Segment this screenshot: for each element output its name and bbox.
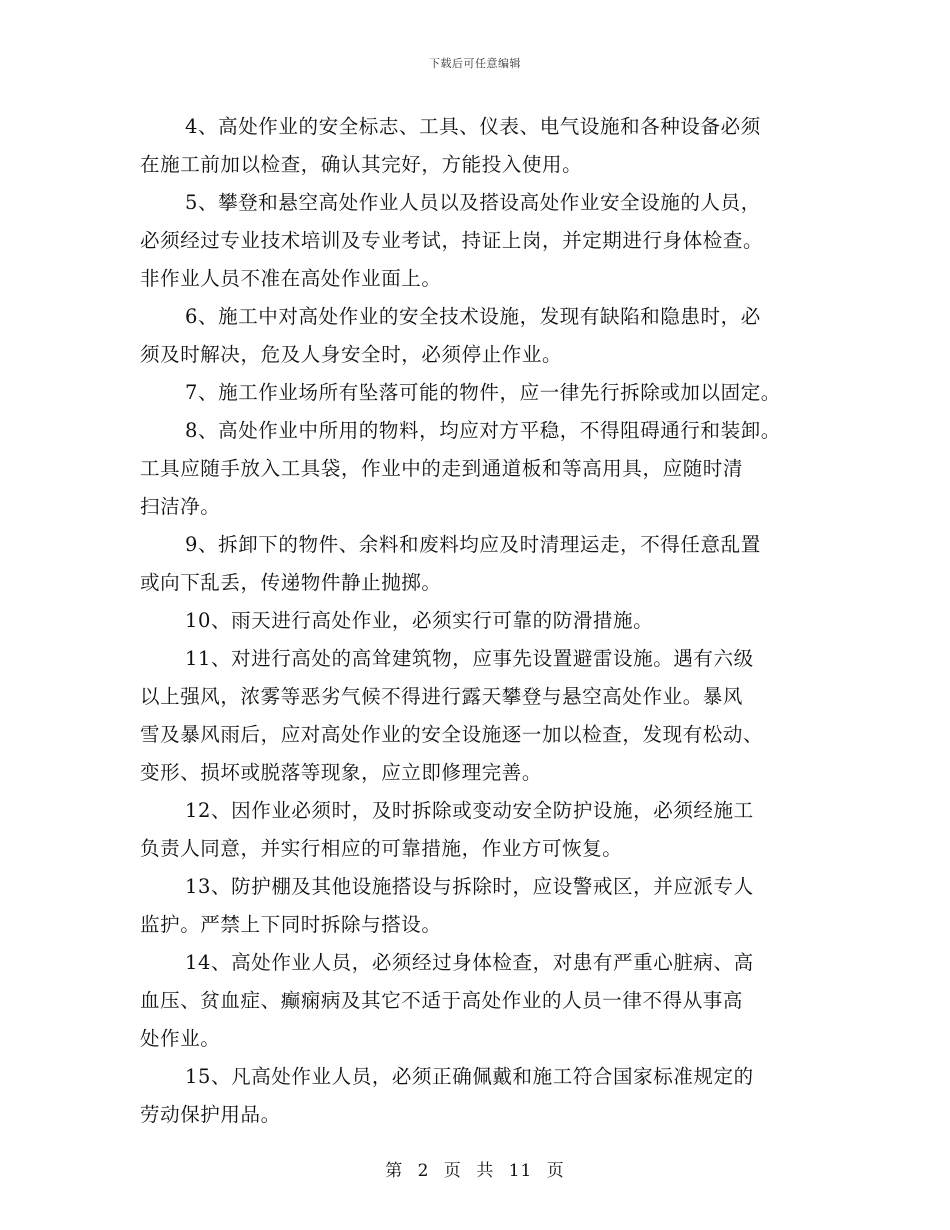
paragraph-line: 7、施工作业场所有坠落可能的物件，应一律先行拆除或加以固定。 — [185, 381, 781, 404]
paragraph-line: 13、防护棚及其他设施搭设与拆除时，应设警戒区，并应派专人 — [185, 875, 754, 898]
paragraph-line: 在施工前加以检查，确认其完好，方能投入使用。 — [140, 153, 583, 176]
paragraph-line: 变形、损坏或脱落等现象，应立即修理完善。 — [140, 761, 543, 784]
paragraph-line: 须及时解决，危及人身安全时，必须停止作业。 — [140, 343, 563, 366]
paragraph — [140, 374, 830, 412]
paragraph-line: 负责人同意，并实行相应的可靠措施，作业方可恢复。 — [140, 837, 623, 860]
paragraph-line: 9、拆卸下的物件、余料和废料均应及时清理运走，不得任意乱置 — [185, 533, 761, 556]
paragraph-line: 5、攀登和悬空高处作业人员以及搭设高处作业安全设施的人员， — [185, 191, 761, 214]
paragraph — [140, 526, 830, 602]
paragraph — [140, 184, 830, 298]
paragraph — [140, 602, 830, 640]
paragraph — [140, 108, 830, 184]
paragraph — [140, 868, 830, 944]
paragraph-line: 10、雨天进行高处作业，必须实行可靠的防滑措施。 — [185, 609, 654, 632]
paragraph-line: 以上强风，浓雾等恶劣气候不得进行露天攀登与悬空高处作业。暴风 — [140, 685, 744, 708]
paragraph-line: 处作业。 — [140, 1027, 221, 1050]
paragraph-line: 6、施工中对高处作业的安全技术设施，发现有缺陷和隐患时，必 — [185, 305, 761, 328]
paragraph-line: 必须经过专业技术培训及专业考试，持证上岗，并定期进行身体检查。 — [140, 229, 764, 252]
paragraph-line: 11、对进行高处的高耸建筑物，应事先设置避雷设施。遇有六级 — [185, 647, 754, 670]
paragraph-line: 14、高处作业人员，必须经过身体检查，对患有严重心脏病、高 — [185, 951, 754, 974]
total-label: 共 — [476, 1161, 495, 1181]
page-word: 页 — [443, 1161, 462, 1181]
paragraph-line: 8、高处作业中所用的物料，均应对方平稳，不得阻碍通行和装卸。 — [185, 419, 781, 442]
paragraph-line: 非作业人员不准在高处作业面上。 — [140, 267, 442, 290]
paragraph-line: 4、高处作业的安全标志、工具、仪表、电气设施和各种设备必须 — [185, 115, 761, 138]
paragraph — [140, 944, 830, 1058]
paragraph — [140, 298, 830, 374]
document-body — [140, 108, 830, 1134]
paragraph-line: 15、凡高处作业人员，必须正确佩戴和施工符合国家标准规定的 — [185, 1065, 754, 1088]
paragraph — [140, 640, 830, 792]
paragraph-line: 监护。严禁上下同时拆除与搭设。 — [140, 913, 442, 936]
current-page-number: 2 — [417, 1161, 430, 1181]
paragraph — [140, 1058, 830, 1134]
page-header: 下载后可任意编辑 — [429, 57, 521, 70]
paragraph-line: 扫洁净。 — [140, 495, 221, 518]
page-label: 第 — [385, 1161, 404, 1181]
paragraph-line: 雪及暴风雨后，应对高处作业的安全设施逐一加以检查，发现有松动、 — [140, 723, 764, 746]
paragraph — [140, 792, 830, 868]
paragraph-line: 劳动保护用品。 — [140, 1103, 281, 1126]
page-footer — [0, 1156, 950, 1181]
total-pages-number: 11 — [508, 1161, 533, 1181]
paragraph-line: 血压、贫血症、癫痫病及其它不适于高处作业的人员一律不得从事高 — [140, 989, 744, 1012]
paragraph-line: 工具应随手放入工具袋，作业中的走到通道板和等高用具，应随时清 — [140, 457, 744, 480]
total-word: 页 — [546, 1161, 565, 1181]
paragraph-line: 12、因作业必须时，及时拆除或变动安全防护设施，必须经施工 — [185, 799, 754, 822]
paragraph — [140, 412, 830, 526]
paragraph-line: 或向下乱丢，传递物件静止抛掷。 — [140, 571, 442, 594]
